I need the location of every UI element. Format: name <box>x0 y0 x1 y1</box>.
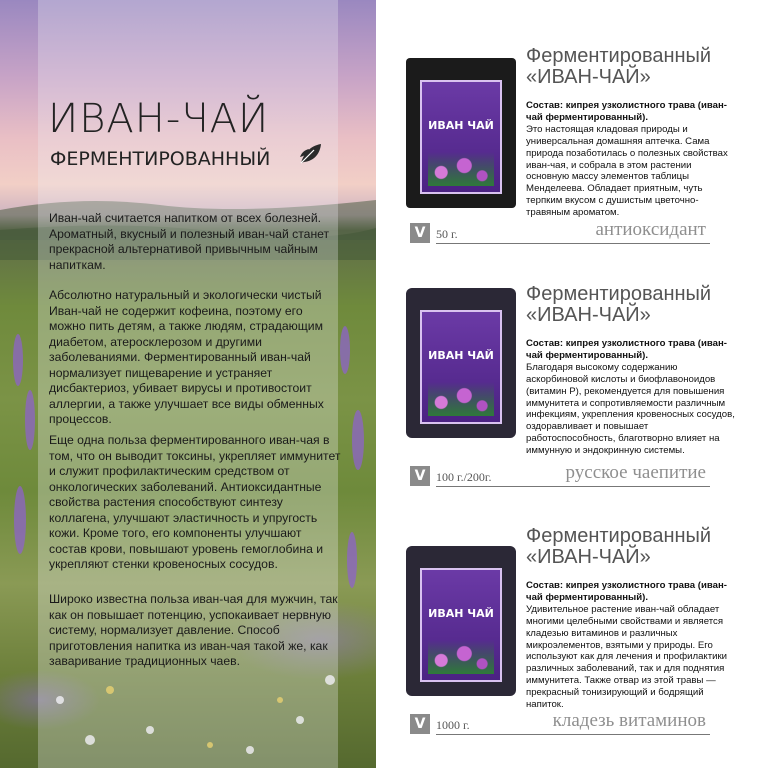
volume-badge: V <box>410 223 430 243</box>
package-label-area <box>420 568 502 682</box>
health-paragraph: Еще одна польза ферментированного иван-чая в том, что он выводит токсины, укрепляет иммунитет и служит профилактическим средством от онкологических заболеваний. Антиоксидантные свойства растения способствуют синтезу коллагена, улучшают эластичность и упругость кожи. Кроме того, его компоненты улучшают состав крови, повышают уровень гемоглобина и укрепляют стенки кровеносных сосудов. <box>49 433 341 571</box>
package-label: ИВАН ЧАЙ <box>428 119 494 132</box>
package-flower-art <box>428 152 494 186</box>
divider-line <box>436 486 710 487</box>
product-package-image <box>406 58 516 208</box>
product-title-line1: Ферментированный <box>526 525 712 547</box>
product-card <box>376 524 768 774</box>
product-package-image <box>406 546 516 696</box>
product-text: Это настоящая кладовая природы и универсальная домашняя аптечка. Сама природа позаботилась о полезных свойствах иван-чая, и собрала в этом растении основную массу элементов таблицы Менделеева. Обладает приятным, чуть терпким вкусом с душистым цветочно-травяным ароматом. <box>526 123 728 219</box>
product-composition: Состав: кипрея узколистного трава (иван-чай ферментированный). <box>526 338 727 361</box>
package-label-area <box>420 310 502 424</box>
page-title: ИВАН-ЧАЙ <box>48 96 270 142</box>
product-description <box>526 338 736 457</box>
product-title-line2: «ИВАН-ЧАЙ» <box>526 66 651 88</box>
divider-line <box>436 734 710 735</box>
leaf-icon <box>298 141 324 167</box>
product-tagline: кладезь витаминов <box>552 710 706 731</box>
volume-row <box>410 710 710 736</box>
divider-line <box>436 243 710 244</box>
package-flower-art <box>428 640 494 674</box>
package-flower-art <box>428 382 494 416</box>
volume-row <box>410 462 710 488</box>
product-text: Благодаря высокому содержанию аскорбиновой кислоты и биофлавоноидов (витамин Р), рекомендуется для повышения иммунитета и сопротивляемости различным инфекциям, укрепления кровеносных сосудов, оздоравливает и повышает работоспособность, благотворно влияет на иммунную и эндокринную системы. <box>526 361 735 457</box>
product-title-line2: «ИВАН-ЧАЙ» <box>526 546 651 568</box>
product-tagline: русское чаепитие <box>565 462 706 483</box>
product-package-image <box>406 288 516 438</box>
volume-row <box>410 219 710 245</box>
product-title-line1: Ферментированный <box>526 283 712 305</box>
men-paragraph: Широко известна польза иван-чая для мужчин, так как он повышает потенцию, успокаивает нервную систему, нормализует давление. Способ приготовления напитка из иван-чая такой же, как заваривание традиционных чаев. <box>49 592 338 668</box>
volume-value: 1000 г. <box>436 718 470 732</box>
product-composition: Состав: кипрея узколистного трава (иван-чай ферментированный). <box>526 100 727 123</box>
product-description <box>526 100 736 219</box>
volume-badge: V <box>410 714 430 734</box>
product-text: Удивительное растение иван-чай обладает многими целебными свойствами и является кладезью витаминов и различных микроэлементов, взятыми у природы. Его используют как для лечения и профилактики различных заболеваний, так и для поднятия иммунитета. Также отвар из этой травы — прекрасный тонизирующий и бодрящий напиток. <box>526 603 728 711</box>
product-title-line1: Ферментированный <box>526 45 712 67</box>
product-card <box>376 282 768 532</box>
benefits-paragraph: Абсолютно натуральный и экологически чистый Иван-чай не содержит кофеина, поэтому его можно пить детям, а также людям, страдающим диабетом, атеросклерозом и другими заболеваниями. Ферментированный иван-чай нормализует пищеварение и устраняет дисбактериоз, убивает вирусы и противостоит аллергии, а также улучшает все виды обменных процессов. <box>49 288 324 426</box>
page-subtitle: ФЕРМЕНТИРОВАННЫЙ <box>50 148 271 170</box>
volume-value: 100 г./200г. <box>436 470 492 484</box>
volume-badge: V <box>410 466 430 486</box>
left-panel <box>0 0 376 768</box>
package-label: ИВАН ЧАЙ <box>428 349 494 362</box>
product-description <box>526 580 736 711</box>
volume-value: 50 г. <box>436 227 458 241</box>
product-card <box>376 40 768 290</box>
package-label-area <box>420 80 502 194</box>
intro-paragraph: Иван-чай считается напитком от всех болезней. Ароматный, вкусный и полезный иван-чай станет прекрасной альтернативой привычным чайным напиткам. <box>49 211 330 272</box>
product-composition: Состав: кипрея узколистного трава (иван-чай ферментированный). <box>526 580 727 603</box>
product-title-line2: «ИВАН-ЧАЙ» <box>526 304 651 326</box>
product-tagline: антиоксидант <box>595 219 706 240</box>
package-label: ИВАН ЧАЙ <box>428 607 494 620</box>
